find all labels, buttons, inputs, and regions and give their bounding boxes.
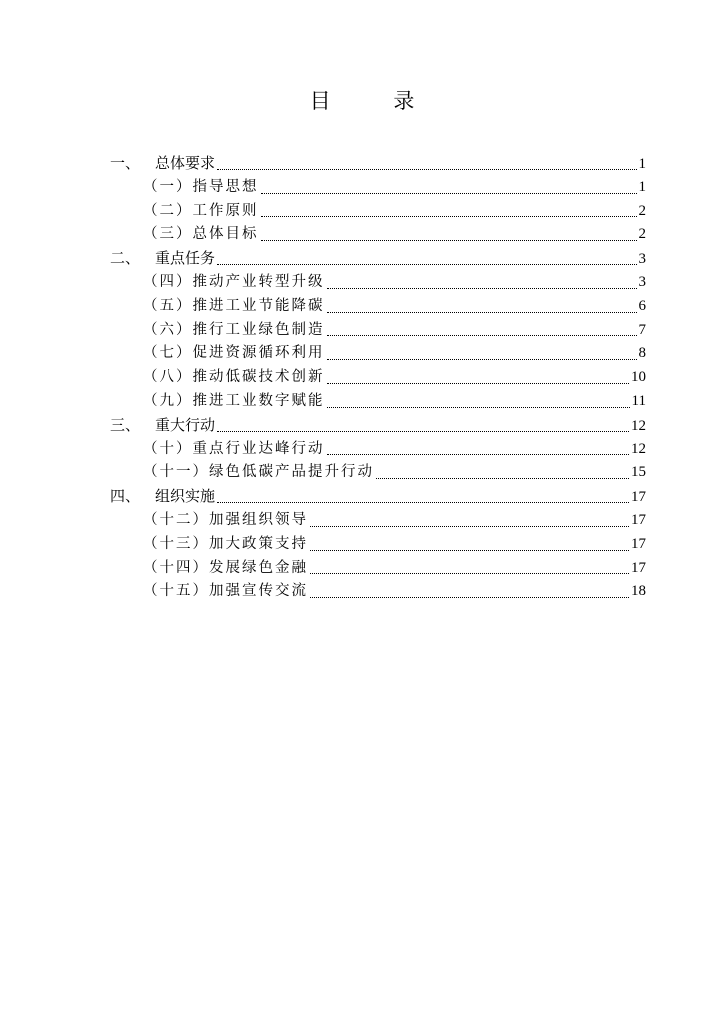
toc-entry-page: 17 (631, 511, 646, 528)
toc-entry[interactable] (110, 366, 646, 390)
toc-entry[interactable] (110, 247, 646, 271)
toc-entry-page: 6 (638, 297, 646, 314)
dot-leader (327, 301, 637, 313)
toc-entry[interactable] (110, 319, 646, 343)
toc-entry-page: 18 (631, 583, 646, 600)
toc-entry-label: （四）推动产业转型升级 (143, 273, 325, 290)
table-of-contents (110, 152, 646, 604)
toc-entry-page: 3 (638, 251, 646, 268)
toc-entry[interactable] (110, 223, 646, 247)
toc-entry-page: 10 (631, 369, 646, 386)
toc-entry-label: （三）总体目标 (143, 226, 259, 243)
toc-entry[interactable] (110, 509, 646, 533)
toc-entry[interactable] (110, 438, 646, 462)
toc-entry-page: 1 (638, 178, 646, 195)
toc-entry-label: （十五）加强宣传交流 (143, 583, 308, 600)
dot-leader (327, 324, 637, 336)
toc-entry-label: （五）推进工业节能降碳 (143, 297, 325, 314)
dot-leader (327, 372, 630, 384)
toc-entry-label: （一）指导思想 (143, 178, 259, 195)
dot-leader (327, 443, 630, 455)
toc-entry-label: （八）推动低碳技术创新 (143, 369, 325, 386)
toc-entry-page: 2 (638, 202, 646, 219)
toc-entry-label: （十四）发展绿色金融 (143, 559, 308, 576)
toc-entry-page: 12 (631, 440, 646, 457)
toc-entry[interactable] (110, 485, 646, 509)
toc-entry[interactable] (110, 557, 646, 581)
dot-leader (261, 229, 637, 241)
toc-entry-page: 8 (638, 345, 646, 362)
dot-leader (310, 586, 629, 598)
toc-entry[interactable] (110, 295, 646, 319)
toc-entry[interactable] (110, 176, 646, 200)
toc-entry[interactable] (110, 390, 646, 414)
toc-entry[interactable] (110, 342, 646, 366)
dot-leader (327, 348, 637, 360)
toc-entry[interactable] (110, 414, 646, 438)
dot-leader (327, 396, 630, 408)
dot-leader (261, 205, 637, 217)
toc-entry-label: （九）推进工业数字赋能 (143, 392, 325, 409)
toc-entry-page: 2 (638, 226, 646, 243)
toc-entry-label: 总体要求 (155, 154, 216, 172)
toc-entry-label: （二）工作原则 (143, 202, 259, 219)
dot-leader (217, 491, 629, 503)
toc-entry-page: 7 (638, 321, 646, 338)
dot-leader (217, 158, 636, 170)
toc-entry[interactable] (110, 580, 646, 604)
toc-entry-number: 一、 (110, 154, 141, 172)
dot-leader (217, 420, 629, 432)
dot-leader (217, 253, 636, 265)
dot-leader (376, 467, 629, 479)
toc-entry-number: 三、 (110, 415, 141, 434)
toc-entry-page: 17 (631, 489, 646, 506)
toc-entry[interactable] (110, 200, 646, 224)
toc-entry-label: 组织实施 (155, 487, 216, 506)
toc-entry[interactable] (110, 461, 646, 485)
dot-leader (327, 277, 637, 289)
toc-entry[interactable] (110, 271, 646, 295)
toc-entry-page: 17 (631, 535, 646, 552)
toc-entry-label: （十一）绿色低碳产品提升行动 (143, 464, 374, 481)
toc-entry-page: 3 (638, 273, 646, 290)
toc-entry-number: 四、 (110, 487, 141, 506)
toc-entry-label: （十二）加强组织领导 (143, 511, 308, 528)
dot-leader (310, 562, 629, 574)
toc-entry-label: 重点任务 (155, 249, 216, 268)
toc-entry[interactable] (110, 533, 646, 557)
toc-title: 目 录 (309, 89, 443, 113)
toc-entry-label: （十）重点行业达峰行动 (143, 440, 325, 457)
toc-entry[interactable] (110, 152, 646, 176)
toc-entry-page: 17 (631, 559, 646, 576)
toc-entry-page: 12 (631, 417, 646, 434)
dot-leader (261, 182, 637, 194)
toc-entry-page: 15 (631, 464, 646, 481)
toc-entry-label: 重大行动 (155, 415, 216, 434)
toc-entry-number: 二、 (110, 249, 141, 268)
toc-entry-label: （七）促进资源循环利用 (143, 345, 325, 362)
toc-entry-label: （六）推行工业绿色制造 (143, 321, 325, 338)
toc-entry-page: 1 (638, 156, 646, 172)
dot-leader (310, 515, 629, 527)
toc-entry-label: （十三）加大政策支持 (143, 535, 308, 552)
dot-leader (310, 539, 629, 551)
toc-entry-page: 11 (631, 392, 646, 409)
